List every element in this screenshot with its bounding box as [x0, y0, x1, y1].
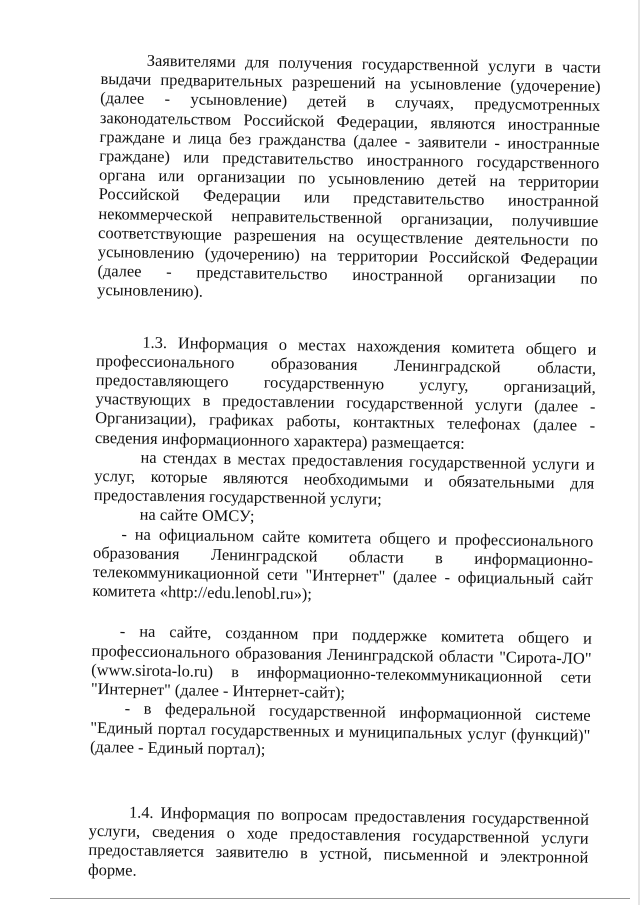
paragraph-applicants: Заявителями для получения государственной услуги в части выдачи предварительных разрешений на усыновление (удочерение) (далее - усыновление) детей в случаях, предусмотренных законодательством Российской Федерации, являются иностранные граждане и лица без гражданства (далее - заявители - иностранные граждане) или представительство иностранного государственного органа или организации по усыновлению детей на территории Российской Федерации или представительство иностранной некоммерческой неправительственной организации, получившие соответствующие разрешения на осуществление деятельности по усыновлению (удочерению) на территории Российской Федерации (далее - представительство иностранной организации по усыновлению). [97, 50, 601, 302]
paragraph-1-3-information: 1.3. Информация о местах нахождения комитета общего и профессионального образования Ленинградской области, предоставляющего государственную услугу, организаций, участвующих в предоставлении государственной услуги (далее - Организации), графиках работы, контактных телефонах (далее - сведения информационного характера) размещается: [94, 332, 597, 453]
paragraph-official-site: - на официальном сайте комитета общего и профессионального образования Ленинградской области в информационно-телекоммуникационной сети "Интернет" (далее - официальный сайт комитета «http://edu.lenobl.ru»); [92, 524, 594, 604]
paragraph-sirota-site: - на сайте, созданном при поддержке комитета общего и профессионального образования Ленинградской области "Сирота-ЛО" (www.sirota-lo.ru) в информационно-телекоммуникационной сети "Интернет" (далее - Интернет-сайт); [90, 621, 592, 703]
scan-bottom-line [50, 898, 630, 899]
paragraph-unified-portal: - в федеральной государственной информационной системе "Единый портал государственных и муниципальных услуг (функций)" (далее - Единый портал); [89, 698, 591, 759]
paragraph-omsu-site: на сайте ОМСУ; [139, 505, 255, 526]
paragraph-stands: на стендах в местах предоставления государственной услуги и услуг, которые являются необходимыми и обязательными для предоставления государственной услуги; [93, 447, 595, 509]
document-body [88, 50, 601, 886]
paragraph-1-4-information: 1.4. Информация по вопросам предоставления государственной услуги, сведения о ходе предоставления государственной услуги предоставляется заявителю в устной, письменной и электронной форме. [87, 802, 590, 880]
